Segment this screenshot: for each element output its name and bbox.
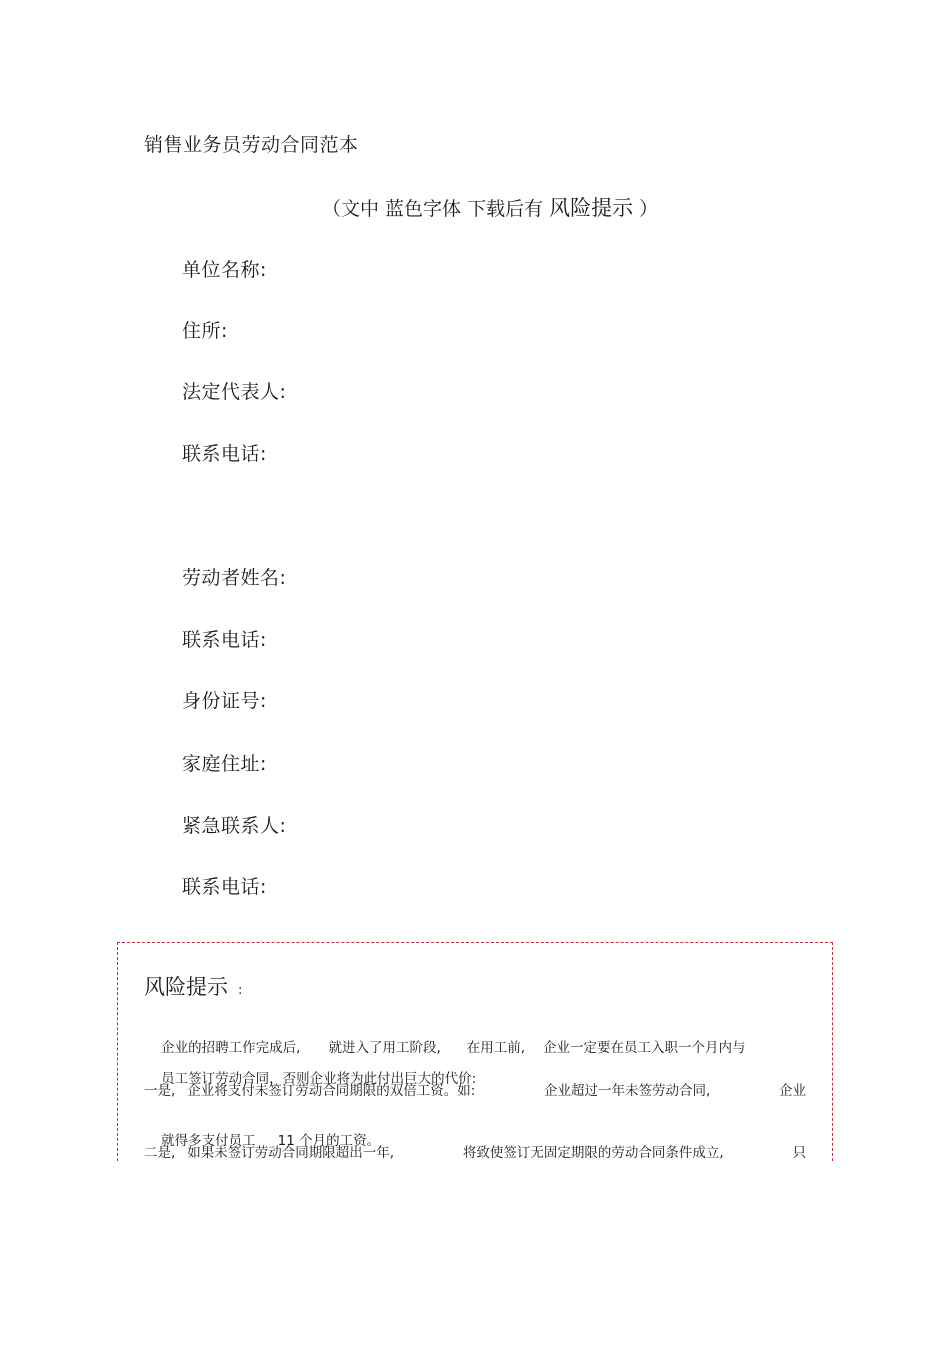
home-address-label: 家庭住址: [182, 753, 267, 775]
risk-segment: 企业 [779, 1083, 806, 1099]
risk-segment: 就得多支付员工 [161, 1133, 256, 1149]
risk-segment: 企业超过一年未签劳动合同, [544, 1083, 711, 1099]
risk-heading-text: 风险提示 [144, 975, 228, 999]
emergency-phone-label: 联系电话: [182, 876, 267, 898]
id-number-label: 身份证号: [182, 690, 267, 712]
risk-segment: 二是, 如果未签订劳动合同期限超出一年, [144, 1145, 395, 1161]
risk-segment: 员工签订劳动合同，否则企业将为此付出巨大的代价: [161, 1071, 477, 1087]
risk-notice-box [117, 942, 833, 1161]
employee-name-label: 劳动者姓名: [182, 567, 287, 589]
legal-representative-label: 法定代表人: [182, 381, 287, 403]
document-subtitle [322, 192, 658, 222]
employer-phone-label: 联系电话: [182, 443, 267, 465]
employer-address-label: 住所: [182, 320, 228, 342]
employee-phone-label: 联系电话: [182, 629, 267, 651]
risk-segment: 将致使签订无固定期限的劳动合同条件成立, [462, 1145, 724, 1161]
risk-segment: 只 [792, 1145, 806, 1161]
risk-heading-colon: : [238, 983, 243, 998]
subtitle-close: ） [633, 198, 659, 220]
subtitle-open: （文中 蓝色字体 下载后有 [322, 198, 550, 220]
risk-line-5 [144, 1143, 806, 1161]
document-title: 销售业务员劳动合同范本 [144, 134, 359, 156]
emergency-contact-label: 紧急联系人: [182, 815, 287, 837]
risk-segment: 企业的招聘工作完成后, [161, 1040, 301, 1056]
risk-segment: 一是, 企业将支付未签订劳动合同期限的双倍工资。如: [144, 1083, 476, 1099]
subtitle-emphasis: 风险提示 [549, 196, 634, 220]
risk-segment: 11 个月的工资。 [277, 1133, 381, 1149]
employer-name-label: 单位名称: [182, 259, 267, 281]
risk-notice-heading [144, 971, 242, 1001]
risk-segment: 在用工前, [466, 1040, 526, 1056]
risk-line-3 [144, 1081, 806, 1101]
risk-segment: 企业一定要在员工入职一个月内与 [543, 1040, 746, 1056]
risk-segment: 就进入了用工阶段, [328, 1040, 441, 1056]
